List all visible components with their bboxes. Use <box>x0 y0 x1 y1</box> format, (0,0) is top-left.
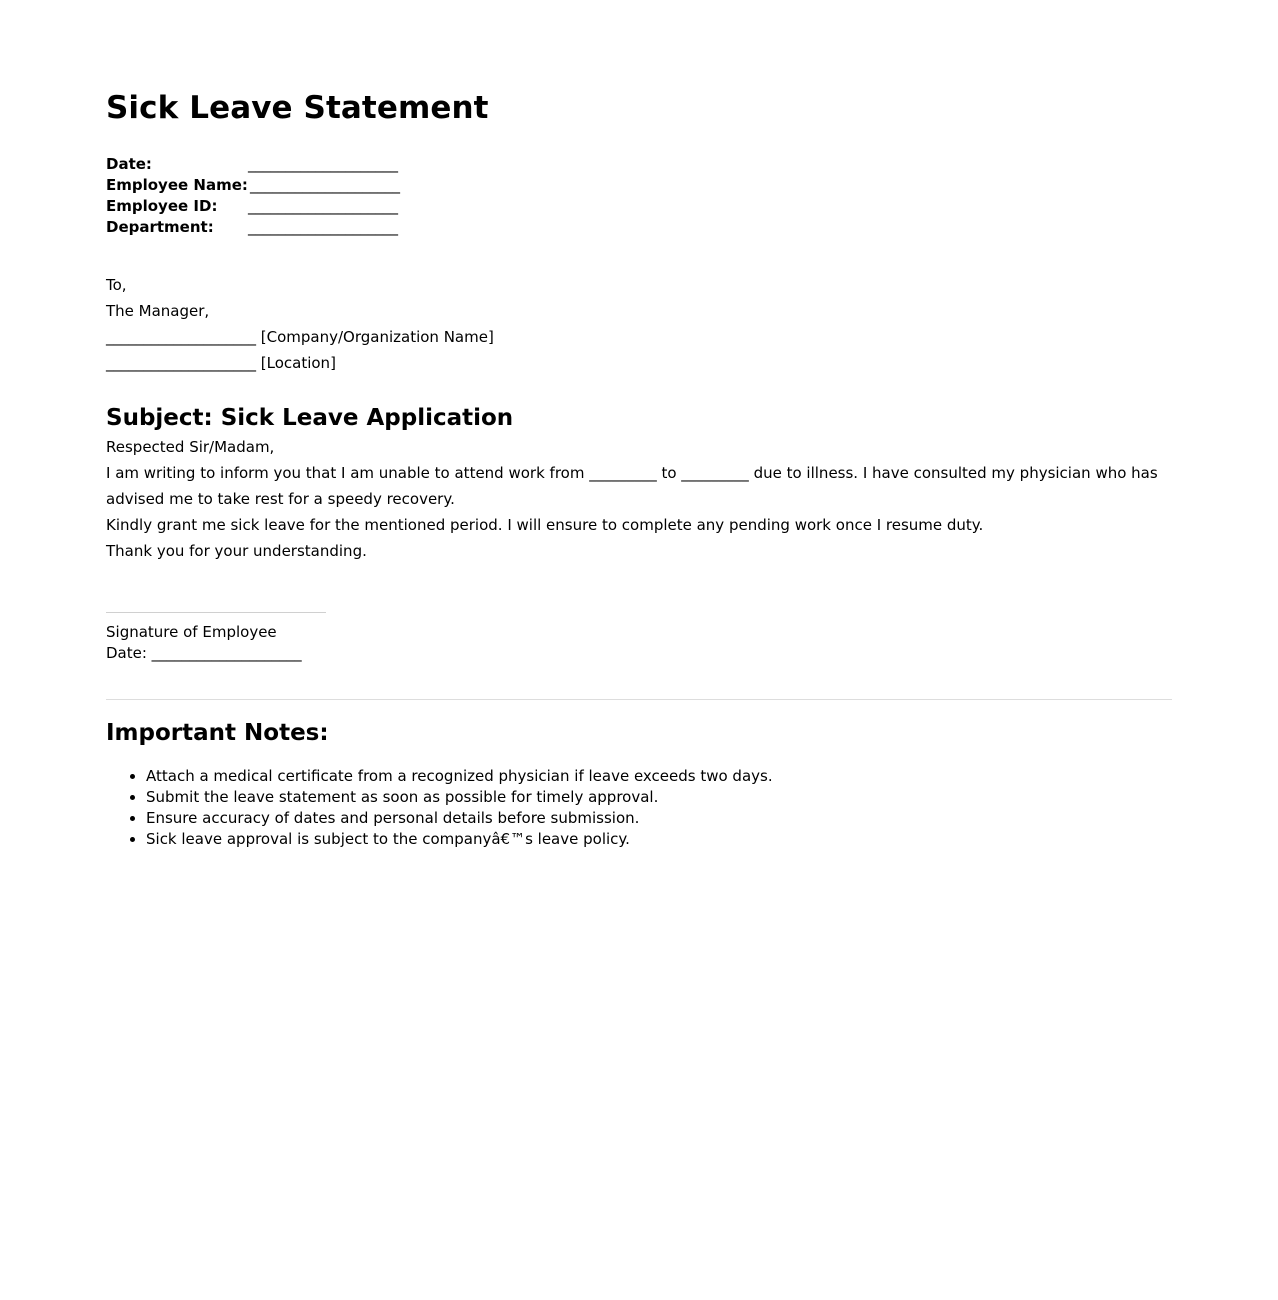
blank-line: ____________________ <box>248 218 398 236</box>
notes-list <box>106 766 1172 850</box>
subject-heading: Subject: Sick Leave Application <box>106 405 514 431</box>
info-label: Employee Name: <box>106 176 248 194</box>
info-row-date <box>106 154 1172 175</box>
recipient-address <box>106 272 1172 376</box>
signature-label: Signature of Employee <box>106 623 277 641</box>
notes-heading: Important Notes: <box>106 720 329 746</box>
info-row-employee-id <box>106 196 1172 217</box>
document <box>106 0 1172 850</box>
page-title: Sick Leave Statement <box>106 90 489 126</box>
list-item: • Ensure accuracy of dates and personal details before submission. <box>146 808 1172 829</box>
info-label: Employee ID: <box>106 197 218 215</box>
info-label: Date: <box>106 155 152 173</box>
list-item: • Submit the leave statement as soon as possible for timely approval. <box>146 787 1172 808</box>
section-divider <box>106 699 1172 700</box>
letter-body: I am writing to inform you that I am unable to attend work from _________ to _________ due to illness. I have consulted my physician who has advised me to take rest for a speedy recovery. <box>106 464 1158 508</box>
blank-line: ____________________ <box>248 197 398 215</box>
list-item: • Attach a medical certificate from a recognized physician if leave exceeds two days. <box>146 766 1172 787</box>
address-to: To, <box>106 276 127 294</box>
list-item: • Sick leave approval is subject to the companyâ€™s leave policy. <box>146 829 1172 850</box>
signature-date: Date: ____________________ <box>106 644 302 662</box>
info-label: Department: <box>106 218 214 236</box>
address-company: ____________________ [Company/Organization Name] <box>106 328 494 346</box>
info-row-employee-name <box>106 175 1172 196</box>
address-manager: The Manager, <box>106 302 210 320</box>
letter-closing: Thank you for your understanding. <box>106 542 367 560</box>
address-location: ____________________ [Location] <box>106 354 336 372</box>
blank-line: ____________________ <box>250 176 400 194</box>
employee-info <box>106 154 1172 238</box>
blank-line: ____________________ <box>248 155 398 173</box>
info-row-department <box>106 217 1172 238</box>
signature-line <box>106 612 326 613</box>
signature-block <box>106 622 1172 664</box>
letter-greeting: Respected Sir/Madam, <box>106 438 275 456</box>
letter-request: Kindly grant me sick leave for the mentioned period. I will ensure to complete any pending work once I resume duty. <box>106 516 984 534</box>
